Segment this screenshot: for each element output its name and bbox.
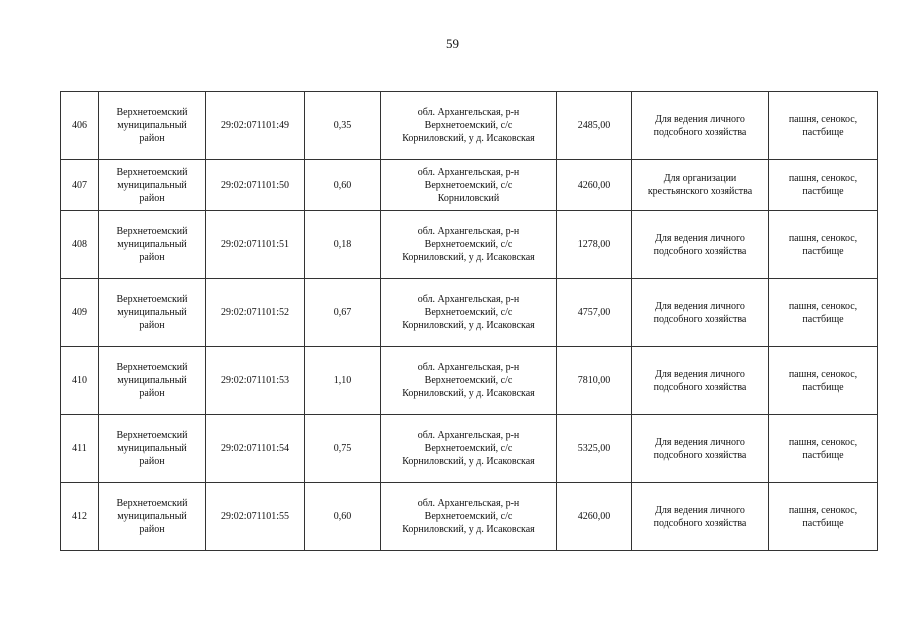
- page-number: 59: [446, 36, 459, 51]
- cell-number: 406: [61, 92, 99, 160]
- cell-number: 412: [61, 483, 99, 551]
- cell-land-type: пашня, сенокос, пастбище: [769, 483, 878, 551]
- cell-number: 407: [61, 160, 99, 211]
- land-plots-table: [60, 91, 878, 551]
- cell-address: обл. Архангельская, р-н Верхнетоемский, с/с Корниловский, у д. Исаковская: [381, 211, 557, 279]
- cell-purpose: Для ведения личного подсобного хозяйства: [632, 483, 769, 551]
- cell-number: 408: [61, 211, 99, 279]
- cell-cadastral-number: 29:02:071101:55: [206, 483, 305, 551]
- cell-cadastral-number: 29:02:071101:52: [206, 279, 305, 347]
- cell-purpose: Для ведения личного подсобного хозяйства: [632, 279, 769, 347]
- cell-district: Верхнетоемский муниципальный район: [99, 347, 206, 415]
- cell-land-type: пашня, сенокос, пастбище: [769, 160, 878, 211]
- cell-district: Верхнетоемский муниципальный район: [99, 415, 206, 483]
- cell-number: 410: [61, 347, 99, 415]
- cell-cost: 1278,00: [557, 211, 632, 279]
- cell-cadastral-number: 29:02:071101:54: [206, 415, 305, 483]
- cell-area: 0,75: [305, 415, 381, 483]
- cell-land-type: пашня, сенокос, пастбище: [769, 211, 878, 279]
- cell-cost: 4260,00: [557, 160, 632, 211]
- cell-land-type: пашня, сенокос, пастбище: [769, 347, 878, 415]
- cell-district: Верхнетоемский муниципальный район: [99, 211, 206, 279]
- cell-district: Верхнетоемский муниципальный район: [99, 279, 206, 347]
- cell-number: 409: [61, 279, 99, 347]
- table-row: [61, 160, 878, 211]
- cell-address: обл. Архангельская, р-н Верхнетоемский, с/с Корниловский, у д. Исаковская: [381, 92, 557, 160]
- cell-cost: 4260,00: [557, 483, 632, 551]
- cell-area: 0,35: [305, 92, 381, 160]
- cell-area: 0,67: [305, 279, 381, 347]
- cell-district: Верхнетоемский муниципальный район: [99, 483, 206, 551]
- table-row: [61, 347, 878, 415]
- cell-district: Верхнетоемский муниципальный район: [99, 92, 206, 160]
- cell-cost: 5325,00: [557, 415, 632, 483]
- cell-address: обл. Архангельская, р-н Верхнетоемский, с/с Корниловский, у д. Исаковская: [381, 483, 557, 551]
- cell-address: обл. Архангельская, р-н Верхнетоемский, с/с Корниловский, у д. Исаковская: [381, 415, 557, 483]
- cell-address: обл. Архангельская, р-н Верхнетоемский, с/с Корниловский, у д. Исаковская: [381, 347, 557, 415]
- cell-purpose: Для ведения личного подсобного хозяйства: [632, 415, 769, 483]
- cell-cost: 7810,00: [557, 347, 632, 415]
- cell-purpose: Для организации крестьянского хозяйства: [632, 160, 769, 211]
- cell-land-type: пашня, сенокос, пастбище: [769, 415, 878, 483]
- cell-cadastral-number: 29:02:071101:51: [206, 211, 305, 279]
- cell-purpose: Для ведения личного подсобного хозяйства: [632, 92, 769, 160]
- table-row: [61, 211, 878, 279]
- table-row: [61, 92, 878, 160]
- cell-number: 411: [61, 415, 99, 483]
- cell-land-type: пашня, сенокос, пастбище: [769, 92, 878, 160]
- cell-cost: 2485,00: [557, 92, 632, 160]
- cell-address: обл. Архангельская, р-н Верхнетоемский, с/с Корниловский, у д. Исаковская: [381, 279, 557, 347]
- cell-area: 1,10: [305, 347, 381, 415]
- cell-cadastral-number: 29:02:071101:49: [206, 92, 305, 160]
- cell-purpose: Для ведения личного подсобного хозяйства: [632, 347, 769, 415]
- table-row: [61, 279, 878, 347]
- table-row: [61, 415, 878, 483]
- cell-cadastral-number: 29:02:071101:53: [206, 347, 305, 415]
- table-row: [61, 483, 878, 551]
- cell-cadastral-number: 29:02:071101:50: [206, 160, 305, 211]
- cell-district: Верхнетоемский муниципальный район: [99, 160, 206, 211]
- cell-land-type: пашня, сенокос, пастбище: [769, 279, 878, 347]
- cell-area: 0,60: [305, 160, 381, 211]
- cell-purpose: Для ведения личного подсобного хозяйства: [632, 211, 769, 279]
- cell-cost: 4757,00: [557, 279, 632, 347]
- cell-area: 0,18: [305, 211, 381, 279]
- cell-area: 0,60: [305, 483, 381, 551]
- cell-address: обл. Архангельская, р-н Верхнетоемский, с/с Корниловский: [381, 160, 557, 211]
